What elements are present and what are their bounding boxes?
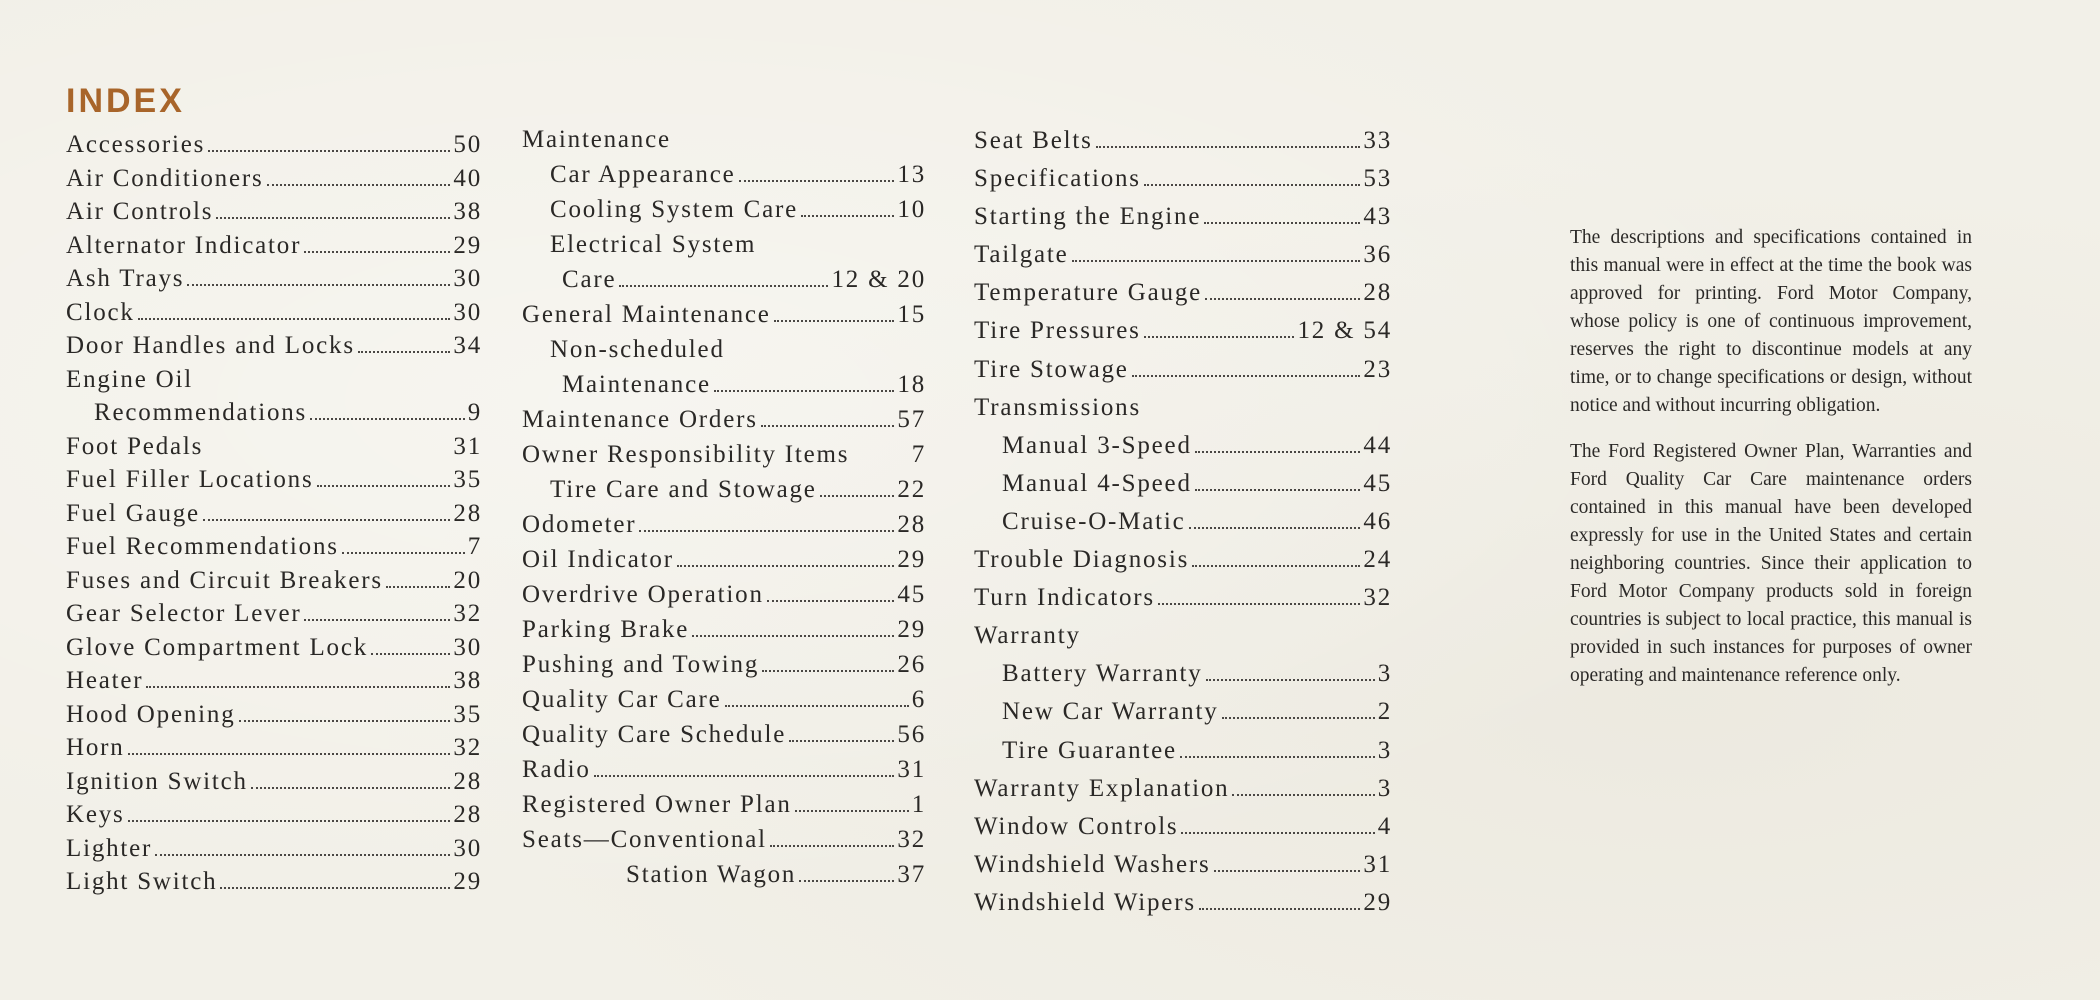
index-heading — [522, 332, 926, 367]
index-entry — [522, 857, 926, 892]
index-entry-page: 38 — [453, 667, 482, 694]
dot-leader — [1206, 679, 1375, 681]
dot-leader — [795, 810, 909, 812]
index-entry — [974, 236, 1392, 274]
index-entry — [522, 192, 926, 227]
index-entry-label: Light Switch — [66, 868, 218, 895]
dot-leader — [774, 320, 895, 322]
index-entry-page: 6 — [911, 686, 926, 713]
dot-leader — [1144, 336, 1295, 338]
index-entry — [66, 296, 482, 330]
index-entry-page: 15 — [897, 301, 926, 328]
index-entry — [974, 541, 1392, 579]
index-entry — [66, 430, 482, 464]
dot-leader — [820, 495, 895, 497]
index-entry-label: Seat Belts — [974, 127, 1093, 154]
index-column-2 — [522, 128, 926, 892]
index-column-3 — [974, 128, 1392, 922]
index-entry — [522, 682, 926, 717]
index-entry — [66, 497, 482, 531]
dot-leader — [1158, 603, 1360, 605]
index-entry — [66, 162, 482, 196]
index-heading — [974, 389, 1392, 427]
index-entry-label: Overdrive Operation — [522, 581, 764, 608]
index-entry-page: 50 — [453, 131, 482, 158]
disclaimer-paragraph: The Ford Registered Owner Plan, Warranties and Ford Quality Car Care maintenance orders contained in this manual have been developed expressly for use in the United States and certain neighboring countries. Since their application to Ford Motor Company products sold in foreign countries is subject to local practice, this manual is provided in such instances for purposes of owner operating and maintenance reference only. — [1570, 441, 1972, 686]
index-entry-label: Temperature Gauge — [974, 279, 1203, 307]
index-entry-page: 35 — [453, 466, 482, 493]
index-entry — [66, 765, 482, 799]
index-entry — [974, 503, 1392, 541]
index-entry-label: Trouble Diagnosis — [974, 546, 1190, 574]
index-entry — [522, 472, 926, 507]
dot-leader — [1199, 908, 1361, 910]
index-entry — [522, 787, 926, 822]
index-entry-page: 30 — [453, 298, 482, 326]
index-entry — [974, 770, 1392, 808]
dot-leader — [187, 284, 450, 286]
index-entry-page: 32 — [453, 734, 482, 761]
index-title: INDEX — [66, 82, 185, 120]
index-entry-page: 10 — [897, 196, 926, 223]
index-heading — [66, 363, 482, 397]
dot-leader — [1144, 184, 1361, 186]
index-entry-label: Oil Indicator — [522, 546, 674, 573]
dot-leader — [216, 217, 450, 219]
index-entry — [974, 312, 1392, 350]
disclaimer-paragraph: The descriptions and specifications contained in this manual were in effect at the time the book was approved for printing. Ford Motor Company, whose policy is one of continuous improvement, reserves the right to discontinue models at any time, or to change specifications or design, without notice and without incurring obligation. — [1570, 227, 1972, 416]
index-entry — [974, 122, 1392, 160]
index-entry-label: Fuel Filler Locations — [66, 466, 314, 493]
index-entry-page: 32 — [1363, 584, 1392, 612]
index-entry — [66, 463, 482, 497]
index-entry-label: Keys — [66, 801, 125, 828]
dot-leader — [239, 720, 451, 722]
index-entry — [66, 664, 482, 698]
index-heading-label: Maintenance — [522, 126, 671, 153]
index-entry — [974, 198, 1392, 236]
index-entry-label: Pushing and Towing — [522, 651, 760, 678]
dot-leader — [146, 686, 450, 688]
index-entry-label: Turn Indicators — [974, 584, 1155, 612]
index-entry-label: Quality Care Schedule — [522, 721, 787, 748]
index-entry — [66, 798, 482, 832]
dot-leader — [371, 653, 450, 655]
index-entry-label: Warranty Explanation — [974, 774, 1230, 802]
index-entry — [66, 832, 482, 866]
index-entry — [522, 612, 926, 647]
index-entry-page: 36 — [1363, 241, 1392, 269]
dot-leader — [304, 619, 450, 621]
index-entry-page: 29 — [453, 231, 482, 259]
index-heading-label: Non-scheduled — [550, 336, 725, 363]
index-entry — [974, 732, 1392, 770]
index-entry-page: 30 — [453, 834, 482, 862]
index-heading-label: Electrical System — [550, 231, 757, 258]
dot-leader — [639, 530, 894, 532]
index-entry-label: Fuel Recommendations — [66, 533, 339, 560]
index-entry-label: Recommendations — [94, 399, 308, 426]
index-entry-label: Tire Guarantee — [1002, 736, 1177, 764]
index-entry-label: Manual 4-Speed — [1002, 469, 1192, 497]
index-entry-label: Maintenance Orders — [522, 406, 758, 433]
index-entry-label: Door Handles and Locks — [66, 332, 355, 359]
index-entry-label: Windshield Wipers — [974, 888, 1196, 916]
index-entry-label: Cruise-O-Matic — [1002, 507, 1186, 535]
index-entry-label: Registered Owner Plan — [522, 791, 792, 818]
dot-leader — [1222, 717, 1375, 719]
dot-leader — [770, 845, 895, 847]
dot-leader — [762, 670, 894, 672]
dot-leader — [1132, 375, 1361, 377]
index-entry — [66, 564, 482, 598]
index-entry-page: 7 — [467, 533, 482, 560]
index-entry-page: 34 — [453, 332, 482, 359]
index-entry-page: 29 — [453, 868, 482, 895]
index-entry-page: 29 — [897, 546, 926, 573]
index-entry-page: 23 — [1363, 355, 1392, 383]
index-entry — [522, 157, 926, 192]
index-heading — [522, 227, 926, 262]
index-entry — [522, 752, 926, 787]
dot-leader — [1181, 832, 1374, 834]
index-entry-label: Station Wagon — [626, 861, 797, 888]
index-entry-label: Glove Compartment Lock — [66, 633, 369, 661]
index-entry-label: Clock — [66, 298, 135, 326]
dot-leader — [725, 705, 909, 707]
index-entry — [522, 262, 926, 297]
dot-leader — [801, 215, 894, 217]
index-entry-label: Heater — [66, 667, 144, 694]
index-entry-label: Hood Opening — [66, 700, 236, 728]
index-entry-page: 22 — [897, 476, 926, 503]
index-entry-label: Ignition Switch — [66, 767, 248, 795]
index-entry-page: 31 — [897, 756, 926, 783]
index-heading — [522, 122, 926, 157]
index-entry-page: 57 — [897, 406, 926, 433]
index-entry-page: 44 — [1363, 431, 1392, 459]
index-entry — [522, 822, 926, 857]
index-entry-label: Horn — [66, 734, 125, 761]
index-entry — [522, 542, 926, 577]
index-entry-page: 35 — [453, 700, 482, 728]
dot-leader — [386, 586, 451, 588]
dot-leader — [619, 285, 828, 287]
index-entry-label: Tire Pressures — [974, 317, 1141, 345]
dot-leader — [1232, 794, 1374, 796]
index-entry-label: General Maintenance — [522, 301, 771, 328]
index-entry-page: 32 — [897, 826, 926, 853]
index-entry-page: 31 — [1363, 850, 1392, 878]
index-entry — [974, 884, 1392, 922]
index-heading-label: Transmissions — [974, 393, 1141, 421]
index-entry-page: 30 — [453, 265, 482, 292]
index-entry — [66, 329, 482, 363]
index-entry — [522, 297, 926, 332]
index-entry-label: Odometer — [522, 511, 637, 538]
dot-leader — [761, 425, 895, 427]
index-entry-page: 3 — [1377, 774, 1392, 802]
index-entry-page: 28 — [453, 767, 482, 795]
index-entry-label: Parking Brake — [522, 616, 690, 643]
index-entry-page: 2 — [1377, 698, 1392, 726]
dot-leader — [767, 600, 895, 602]
index-entry-label: Quality Car Care — [522, 686, 722, 713]
index-entry-label: Tire Care and Stowage — [550, 476, 817, 503]
index-entry — [66, 229, 482, 263]
dot-leader — [208, 150, 450, 152]
index-entry — [974, 808, 1392, 846]
dot-leader — [128, 753, 451, 755]
index-entry-label: New Car Warranty — [1002, 698, 1219, 726]
dot-leader — [1214, 870, 1361, 872]
dot-leader — [317, 485, 451, 487]
index-entry-page: 4 — [1377, 812, 1392, 840]
index-entry — [974, 693, 1392, 731]
index-entry-page: 38 — [453, 198, 482, 225]
dot-leader — [155, 854, 450, 856]
index-entry-label: Owner Responsibility Items — [522, 441, 850, 468]
dot-leader — [739, 180, 895, 182]
index-entry-page: 43 — [1363, 203, 1392, 231]
index-entry — [66, 698, 482, 732]
index-entry-label: Radio — [522, 756, 591, 783]
index-entry — [66, 530, 482, 564]
index-entry-page: 28 — [1363, 279, 1392, 307]
index-entry-label: Windshield Washers — [974, 850, 1211, 878]
index-entry-label: Alternator Indicator — [66, 231, 302, 259]
index-entry — [66, 865, 482, 899]
index-entry — [66, 597, 482, 631]
index-entry-label: Seats—Conventional — [522, 826, 767, 853]
index-entry — [974, 465, 1392, 503]
index-entry — [522, 577, 926, 612]
index-entry-page: 45 — [1363, 469, 1392, 497]
dot-leader — [789, 740, 894, 742]
index-entry — [974, 579, 1392, 617]
index-entry-label: Manual 3-Speed — [1002, 431, 1192, 459]
index-entry-label: Fuel Gauge — [66, 499, 200, 527]
index-entry-page: 29 — [897, 616, 926, 643]
index-entry-page: 28 — [453, 801, 482, 828]
index-entry — [974, 160, 1392, 198]
index-entry — [522, 647, 926, 682]
index-entry — [974, 274, 1392, 312]
index-entry-page: 12 & 20 — [831, 266, 926, 293]
index-entry-label: Starting the Engine — [974, 203, 1202, 231]
index-entry — [522, 717, 926, 752]
dot-leader — [128, 820, 451, 822]
index-entry — [66, 195, 482, 229]
index-entry-page: 9 — [467, 399, 482, 426]
index-entry — [522, 402, 926, 437]
index-entry-label: Gear Selector Lever — [66, 600, 302, 627]
index-entry-page: 32 — [453, 600, 482, 627]
dot-leader — [220, 887, 450, 889]
index-entry-page: 18 — [897, 371, 926, 398]
index-entry-page: 31 — [453, 432, 482, 460]
dot-leader — [1205, 298, 1360, 300]
index-entry-page: 53 — [1363, 165, 1392, 193]
dot-leader — [714, 390, 894, 392]
dot-leader — [304, 251, 450, 253]
dot-leader — [1072, 260, 1361, 262]
dot-leader — [358, 351, 451, 353]
index-entry-label: Fuses and Circuit Breakers — [66, 566, 383, 594]
dot-leader — [267, 184, 451, 186]
index-entry-page: 26 — [897, 651, 926, 678]
index-column-1 — [66, 128, 482, 899]
dot-leader — [203, 519, 450, 521]
index-entry-page: 46 — [1363, 507, 1392, 535]
index-entry-page: 40 — [453, 164, 482, 192]
dot-leader — [1204, 222, 1360, 224]
index-entry — [66, 731, 482, 765]
index-entry — [974, 427, 1392, 465]
index-entry-page: 45 — [897, 581, 926, 608]
index-entry-page: 33 — [1363, 127, 1392, 154]
dot-leader — [1189, 527, 1361, 529]
index-heading-label: Warranty — [974, 622, 1081, 650]
index-entry-page: 29 — [1363, 888, 1392, 916]
dot-leader — [1096, 146, 1361, 148]
index-entry-label: Cooling System Care — [550, 196, 799, 223]
index-entry — [522, 437, 926, 472]
index-entry-label: Tire Stowage — [974, 355, 1129, 383]
index-entry — [974, 351, 1392, 389]
index-entry-label: Car Appearance — [550, 161, 736, 188]
index-entry-page: 13 — [897, 161, 926, 188]
index-heading — [974, 617, 1392, 655]
index-entry-page: 20 — [453, 566, 482, 594]
index-entry-label: Ash Trays — [66, 265, 185, 292]
index-entry-page: 24 — [1363, 546, 1392, 574]
dot-leader — [1180, 756, 1375, 758]
disclaimer-notes — [1570, 224, 1972, 708]
dot-leader — [594, 775, 895, 777]
index-entry-page: 12 & 54 — [1297, 317, 1392, 345]
index-entry — [66, 631, 482, 665]
index-entry-label: Care — [562, 266, 617, 293]
dot-leader — [677, 565, 895, 567]
index-entry-page: 56 — [897, 721, 926, 748]
index-entry-label: Lighter — [66, 834, 153, 862]
index-entry-page: 37 — [897, 861, 926, 888]
index-entry — [522, 367, 926, 402]
index-heading-label: Engine Oil — [66, 365, 194, 393]
index-entry-label: Air Conditioners — [66, 164, 264, 192]
index-entry — [522, 507, 926, 542]
index-entry-label: Window Controls — [974, 812, 1179, 840]
dot-leader — [251, 787, 451, 789]
index-entry-label: Foot Pedals — [66, 432, 204, 460]
dot-leader — [799, 880, 894, 882]
index-entry-page: 3 — [1377, 736, 1392, 764]
dot-leader — [1195, 451, 1361, 453]
dot-leader — [138, 318, 451, 320]
index-entry-label: Accessories — [66, 131, 206, 158]
dot-leader — [342, 552, 465, 554]
index-entry — [974, 655, 1392, 693]
index-entry-page: 28 — [453, 499, 482, 527]
dot-leader — [310, 418, 465, 420]
index-entry — [974, 846, 1392, 884]
index-entry — [66, 396, 482, 430]
index-entry-page: 28 — [897, 511, 926, 538]
index-entry-label: Specifications — [974, 165, 1141, 193]
dot-leader — [1195, 489, 1361, 491]
index-entry-label: Maintenance — [562, 371, 711, 398]
dot-leader — [1192, 565, 1360, 567]
index-entry — [66, 262, 482, 296]
index-entry — [66, 128, 482, 162]
index-entry-page: 7 — [911, 441, 926, 468]
index-entry-page: 1 — [911, 791, 926, 818]
index-entry-page: 3 — [1377, 660, 1392, 688]
index-entry-label: Tailgate — [974, 241, 1069, 269]
index-entry-label: Battery Warranty — [1002, 660, 1203, 688]
index-entry-label: Air Controls — [66, 198, 214, 225]
dot-leader — [692, 635, 894, 637]
index-entry-page: 30 — [453, 633, 482, 661]
